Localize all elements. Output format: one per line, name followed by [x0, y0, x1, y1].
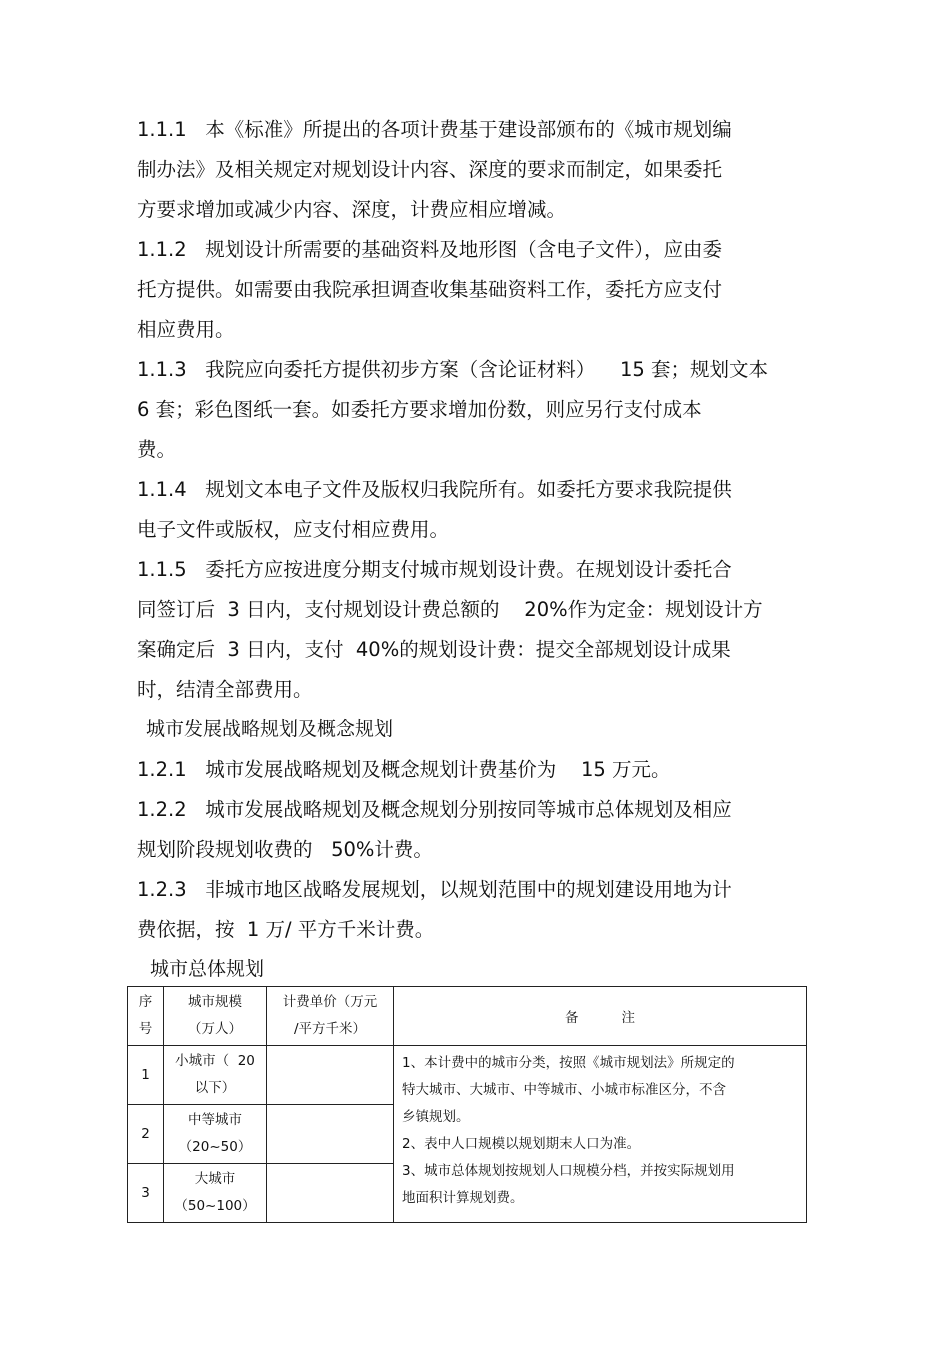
row-1-scale-line-2: 以下） [194, 1080, 236, 1096]
table-header-row [128, 987, 807, 1046]
para-1-2-3-line-2: 费依据，按 1 万/ 平方千米计费。 [137, 918, 435, 941]
note-line-6: 地面积计算规划费。 [402, 1190, 524, 1206]
para-1-1-5-line-1: 1.1.5 委托方应按进度分期支付城市规划设计费。在规划设计委托合 [137, 558, 732, 581]
row-2-no: 2 [128, 1105, 164, 1164]
header-notes: 备 注 [394, 987, 807, 1046]
header-no-line-1: 序 [138, 994, 153, 1010]
para-1-1-4-line-1: 1.1.4 规划文本电子文件及版权归我院所有。如委托方要求我院提供 [137, 478, 732, 501]
para-1-1-2-line-1: 1.1.2 规划设计所需要的基础资料及地形图（含电子文件），应由委 [137, 238, 722, 261]
para-1-1-5-line-4: 时，结清全部费用。 [137, 678, 313, 701]
note-line-3: 乡镇规划。 [402, 1109, 470, 1125]
row-1-scale-line-1: 小城市（ 20 [175, 1053, 255, 1069]
header-price [267, 987, 394, 1046]
section-heading-strategy: 城市发展战略规划及概念规划 [146, 718, 394, 740]
row-3-scale-line-1: 大城市 [194, 1171, 236, 1187]
para-1-2-1-line-1: 1.2.1 城市发展战略规划及概念规划计费基价为 15 万元。 [137, 758, 671, 781]
para-1-2-3-line-1: 1.2.3 非城市地区战略发展规划，以规划范围中的规划建设用地为计 [137, 878, 732, 901]
row-2-scale [164, 1105, 267, 1164]
row-2-scale-line-2: （20~50） [178, 1139, 252, 1155]
row-3-scale-line-2: （50~100） [174, 1198, 256, 1214]
row-2-price [267, 1105, 394, 1164]
para-1-1-3-line-2: 6 套；彩色图纸一套。如委托方要求增加份数，则应另行支付成本 [137, 398, 702, 421]
para-1-1-3-line-3: 费。 [137, 438, 177, 461]
para-1-1-5-line-3: 案确定后 3 日内，支付 40%的规划设计费：提交全部规划设计成果 [137, 638, 731, 661]
note-line-5: 3、城市总体规划按规划人口规模分档，并按实际规划用 [402, 1163, 735, 1179]
para-1-1-1-line-2: 制办法》及相关规定对规划设计内容、深度的要求而制定，如果委托 [137, 158, 723, 181]
header-no [128, 987, 164, 1046]
row-1-no: 1 [128, 1046, 164, 1105]
para-1-2-2-line-1: 1.2.2 城市发展战略规划及概念规划分别按同等城市总体规划及相应 [137, 798, 732, 821]
para-1-1-1-line-3: 方要求增加或减少内容、深度，计费应相应增减。 [137, 198, 567, 221]
header-scale [164, 987, 267, 1046]
fee-table [127, 986, 807, 1223]
para-1-2-2-line-2: 规划阶段规划收费的 50%计费。 [137, 838, 433, 861]
para-1-1-5-line-2: 同签订后 3 日内，支付规划设计费总额的 20%作为定金：规划设计方 [137, 598, 763, 621]
section-heading-master-plan: 城市总体规划 [150, 958, 265, 980]
note-line-4: 2、表中人口规模以规划期末人口为准。 [402, 1136, 641, 1152]
para-1-1-1-line-1: 1.1.1 本《标准》所提出的各项计费基于建设部颁布的《城市规划编 [137, 118, 732, 141]
header-price-line-1: 计费单价（万元 [282, 994, 378, 1010]
row-1-price [267, 1046, 394, 1105]
para-1-1-4-line-2: 电子文件或版权，应支付相应费用。 [137, 518, 450, 541]
header-price-line-2: /平方千米） [293, 1021, 367, 1037]
row-3-no: 3 [128, 1164, 164, 1223]
notes-cell [394, 1046, 807, 1223]
table-row [128, 1046, 807, 1105]
para-1-1-3-line-1: 1.1.3 我院应向委托方提供初步方案（含论证材料） 15 套；规划文本 [137, 358, 769, 381]
header-scale-line-1: 城市规模 [188, 994, 242, 1010]
note-line-1: 1、本计费中的城市分类，按照《城市规划法》所规定的 [402, 1055, 735, 1071]
para-1-1-2-line-2: 托方提供。如需要由我院承担调查收集基础资料工作，委托方应支付 [137, 278, 723, 301]
row-1-scale [164, 1046, 267, 1105]
note-line-2: 特大城市、大城市、中等城市、小城市标准区分，不含 [402, 1082, 726, 1098]
row-2-scale-line-1: 中等城市 [188, 1112, 242, 1128]
row-3-price [267, 1164, 394, 1223]
row-3-scale [164, 1164, 267, 1223]
header-no-line-2: 号 [138, 1021, 153, 1037]
para-1-1-2-line-3: 相应费用。 [137, 318, 235, 341]
header-scale-line-2: （万人） [188, 1021, 242, 1037]
